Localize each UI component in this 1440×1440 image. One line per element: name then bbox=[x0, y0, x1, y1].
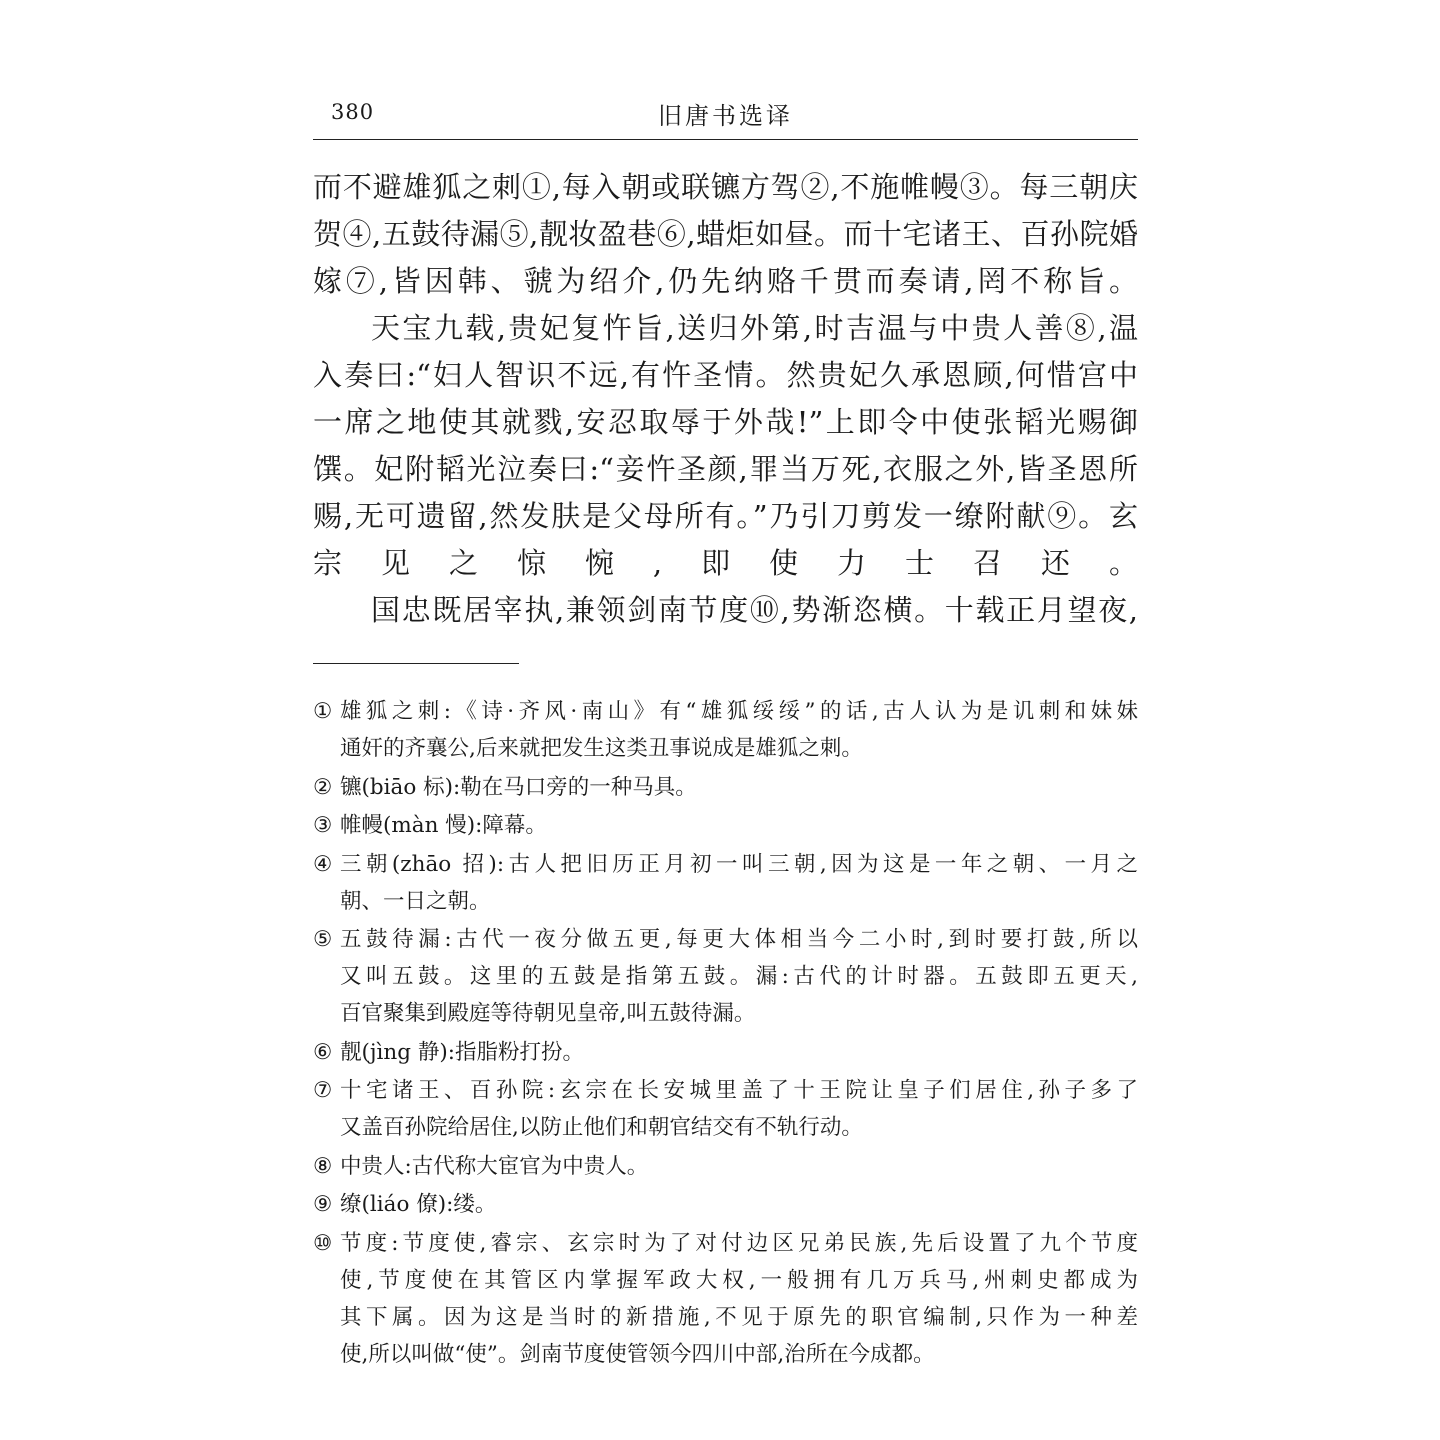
footnotes bbox=[313, 693, 1138, 1374]
text-line: 馔。妃附韬光泣奏曰:“妾忤圣颜,罪当万死,衣服之外,皆圣恩所 bbox=[313, 452, 1138, 486]
footnote-10 bbox=[313, 1225, 1138, 1373]
footnote-line: 通奸的齐襄公,后来就把发生这类丑事说成是雄狐之刺。 bbox=[340, 736, 863, 761]
footnote-marker: ④ bbox=[313, 851, 333, 877]
footnote-1 bbox=[313, 693, 1138, 767]
footnote-line: 百官聚集到殿庭等待朝见皇帝,叫五鼓待漏。 bbox=[340, 1001, 756, 1026]
text-line: 国忠既居宰执,兼领剑南节度⑩,势渐恣横。十载正月望夜, bbox=[371, 593, 1138, 627]
footnote-line: 其下属。因为这是当时的新措施,不见于原先的职官编制,只作为一种差 bbox=[340, 1304, 1138, 1330]
footnote-marker: ⑩ bbox=[313, 1230, 333, 1256]
footnote-2 bbox=[313, 769, 1138, 806]
paragraph-3 bbox=[313, 587, 1138, 634]
footnote-line: 又盖百孙院给居住,以防止他们和朝官结交有不轨行动。 bbox=[340, 1115, 863, 1140]
text-line: 而不避雄狐之刺①,每入朝或联镳方驾②,不施帷幔③。每三朝庆 bbox=[313, 170, 1138, 204]
footnote-rule bbox=[313, 663, 519, 664]
footnote-marker: ③ bbox=[313, 813, 333, 838]
footnote-line: 节度:节度使,睿宗、玄宗时为了对付边区兄弟民族,先后设置了九个节度 bbox=[340, 1230, 1138, 1256]
footnote-line: 五鼓待漏:古代一夜分做五更,每更大体相当今二小时,到时要打鼓,所以 bbox=[340, 927, 1138, 952]
running-header bbox=[313, 96, 1138, 136]
footnote-marker: ⑦ bbox=[313, 1078, 333, 1103]
text-line: 嫁⑦,皆因韩、虢为绍介,仍先纳赂千贯而奏请,罔不称旨。 bbox=[313, 264, 1138, 298]
footnote-line: 又叫五鼓。这里的五鼓是指第五鼓。漏:古代的计时器。五鼓即五更天, bbox=[340, 964, 1138, 989]
footnote-line: 镳(biāo 标):勒在马口旁的一种马具。 bbox=[340, 774, 697, 800]
footnote-8 bbox=[313, 1148, 1138, 1185]
footnote-7 bbox=[313, 1072, 1138, 1146]
footnote-9 bbox=[313, 1186, 1138, 1223]
footnote-3 bbox=[313, 807, 1138, 844]
footnote-6 bbox=[313, 1034, 1138, 1071]
footnote-line: 帷幔(màn 慢):障幕。 bbox=[340, 813, 547, 838]
footnote-line: 十宅诸王、百孙院:玄宗在长安城里盖了十王院让皇子们居住,孙子多了 bbox=[340, 1078, 1138, 1103]
footnote-line: 缭(liáo 僚):缕。 bbox=[340, 1192, 497, 1217]
footnote-marker: ② bbox=[313, 774, 333, 800]
text-line: 宗见之惊惋,即使力士召还。 bbox=[313, 546, 1138, 580]
footnote-marker: ① bbox=[313, 699, 333, 724]
footnote-line: 三朝(zhāo 招):古人把旧历正月初一叫三朝,因为这是一年之朝、一月之 bbox=[340, 851, 1138, 877]
footnote-line: 使,节度使在其管区内掌握军政大权,一般拥有几万兵马,州刺史都成为 bbox=[340, 1267, 1138, 1293]
paragraph-2 bbox=[313, 305, 1138, 587]
text-line: 天宝九载,贵妃复忤旨,送归外第,时吉温与中贵人善⑧,温 bbox=[371, 311, 1138, 345]
footnote-marker: ⑨ bbox=[313, 1192, 333, 1217]
text-line: 一席之地使其就戮,安忍取辱于外哉!”上即令中使张韬光赐御 bbox=[313, 405, 1138, 439]
main-text bbox=[313, 164, 1138, 634]
footnote-line: 中贵人:古代称大宦官为中贵人。 bbox=[340, 1153, 649, 1179]
text-line: 入奏曰:“妇人智识不远,有忤圣情。然贵妃久承恩顾,何惜宫中 bbox=[313, 358, 1138, 392]
footnote-line: 靓(jìng 静):指脂粉打扮。 bbox=[340, 1039, 585, 1065]
paragraph-1 bbox=[313, 164, 1138, 305]
footnote-line: 朝、一日之朝。 bbox=[340, 888, 491, 914]
footnote-marker: ⑧ bbox=[313, 1153, 333, 1179]
footnote-line: 雄狐之刺:《诗·齐风·南山》有“雄狐绥绥”的话,古人认为是讥刺和妹妹 bbox=[340, 699, 1138, 724]
header-rule bbox=[313, 139, 1138, 140]
footnote-4 bbox=[313, 846, 1138, 920]
footnote-marker: ⑤ bbox=[313, 927, 333, 952]
footnote-5 bbox=[313, 921, 1138, 1032]
footnote-line: 使,所以叫做“使”。剑南节度使管领今四川中部,治所在今成都。 bbox=[340, 1341, 935, 1367]
text-line: 贺④,五鼓待漏⑤,靓妆盈巷⑥,蜡炬如昼。而十宅诸王、百孙院婚 bbox=[313, 217, 1138, 251]
page-title: 旧唐书选译 bbox=[658, 102, 793, 130]
page-number: 380 bbox=[331, 100, 375, 124]
text-line: 赐,无可遗留,然发肤是父母所有。”乃引刀剪发一缭附献⑨。玄 bbox=[313, 499, 1138, 533]
footnote-marker: ⑥ bbox=[313, 1039, 333, 1065]
